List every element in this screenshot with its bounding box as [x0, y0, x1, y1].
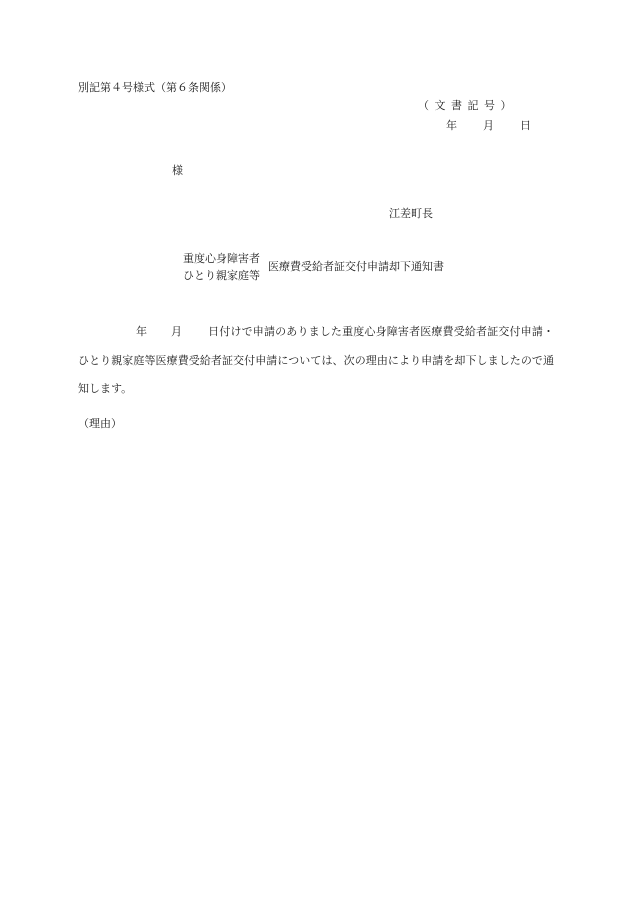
body-text: 日付けで申請のありました重度心身障害者医療費受給者証交付申請・ひとり親家庭等医療費受給者証交付申請については、次の理由により申請を却下しましたので通知します。	[78, 325, 554, 395]
date-year-label: 年	[446, 119, 457, 132]
form-number-label: 別記第４号様式（第６条関係）	[78, 81, 232, 94]
body-date	[78, 318, 208, 347]
notice-body	[78, 318, 554, 404]
body-month-label: 月	[171, 325, 182, 338]
issuer-name: 江差町長	[389, 207, 433, 220]
title-line-1: 重度心身障害者	[183, 252, 260, 265]
date-month-label: 月	[483, 119, 494, 132]
document-number: （文書記号）	[418, 99, 517, 112]
reason-label: （理由）	[78, 417, 122, 430]
date-day-label: 日	[520, 119, 531, 132]
title-line-2: ひとり親家庭等	[183, 269, 260, 282]
issue-date	[446, 119, 531, 133]
title-target-group	[183, 250, 260, 284]
document-title	[183, 250, 444, 284]
title-main: 医療費受給者証交付申請却下通知書	[268, 260, 444, 273]
addressee-honorific: 様	[172, 164, 183, 177]
body-year-label: 年	[136, 325, 147, 338]
